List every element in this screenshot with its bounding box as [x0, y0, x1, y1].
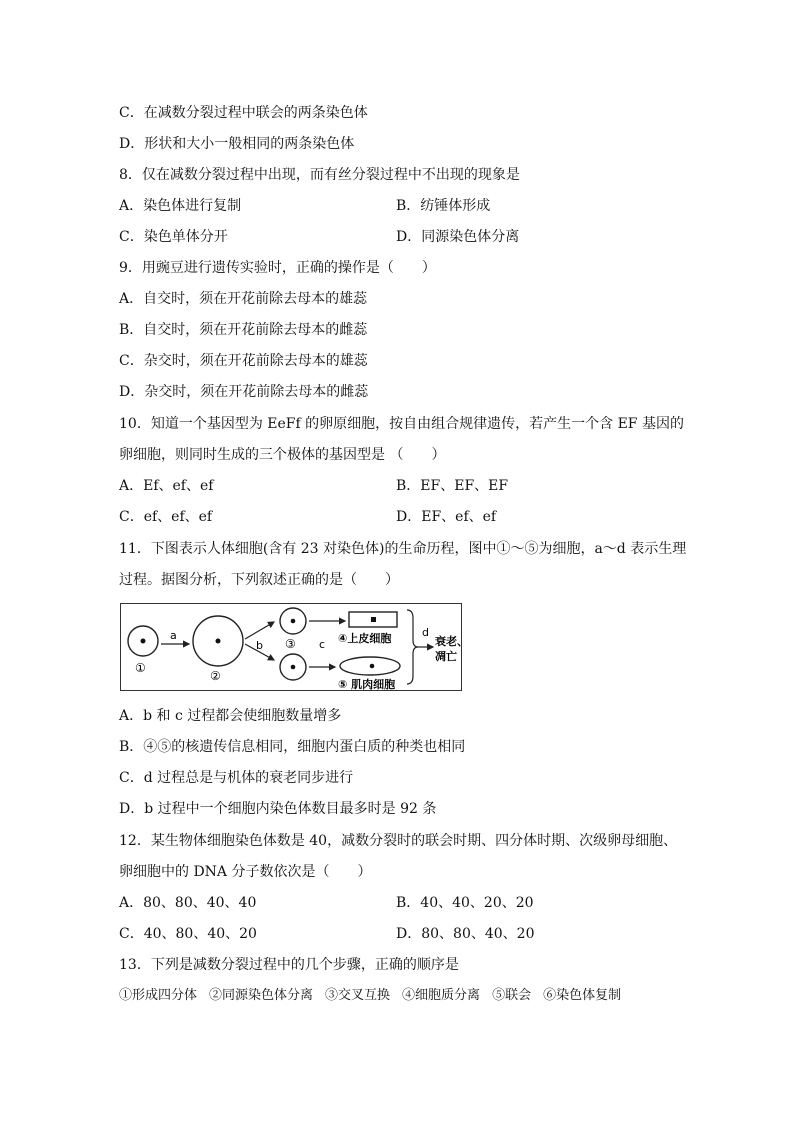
option-c-q7: C．在减数分裂过程中联会的两条染色体	[119, 105, 368, 121]
apoptosis-label: 凋亡	[435, 650, 457, 663]
step-3: ③交叉互换	[325, 988, 391, 1003]
question-8: 8．仅在减数分裂过程中出现，而有丝分裂过程中不出现的现象是	[119, 167, 520, 183]
cell-1-label: ①	[135, 661, 146, 675]
q10-option-b: B．EF、EF、EF	[396, 478, 509, 494]
q11-option-b: B．④⑤的核遗传信息相同，细胞内蛋白质的种类也相同	[119, 739, 466, 755]
question-10-line-1: 10．知道一个基因型为 EeFf 的卵原细胞，按自由组合规律遗传，若产生一个含 EF 基因的	[119, 416, 684, 432]
cell-4-label: ④上皮细胞	[338, 632, 392, 645]
question-9: 9．用豌豆进行遗传实验时，正确的操作是（ ）	[119, 260, 436, 276]
q12-option-d: D．80、80、40、20	[396, 926, 535, 942]
question-10-line-2: 卵细胞，则同时生成的三个极体的基因型是 （ ）	[119, 447, 446, 463]
q12-option-a: A．80、80、40、40	[119, 895, 257, 911]
q8-option-d: D．同源染色体分离	[396, 229, 520, 245]
question-11-line-2: 过程。据图分析，下列叙述正确的是（ ）	[119, 572, 399, 588]
q8-option-c: C．染色单体分开	[119, 229, 228, 245]
q10-option-c: C．ef、ef、ef	[119, 509, 213, 525]
q12-option-b: B．40、40、20、20	[396, 895, 534, 911]
q8-option-b: B．纺锤体形成	[396, 198, 491, 214]
q11-option-a: A．b 和 c 过程都会使细胞数量增多	[119, 708, 342, 724]
senescence-label: 衰老、	[435, 635, 468, 648]
cell-2-label: ②	[210, 669, 221, 683]
step-5: ⑤联会	[492, 988, 532, 1003]
q8-option-a: A．染色体进行复制	[119, 198, 242, 214]
q10-option-a: A．Ef、ef、ef	[119, 478, 214, 494]
q9-option-d: D．杂交时，须在开花前除去母本的雌蕊	[119, 384, 369, 400]
cell-5-label: ⑤ 肌肉细胞	[338, 678, 396, 691]
q9-option-c: C．杂交时，须在开花前除去母本的雄蕊	[119, 353, 368, 369]
q12-option-c: C．40、80、40、20	[119, 926, 257, 942]
question-12-line-1: 12．某生物体细胞染色体数是 40，减数分裂时的联会时期、四分体时期、次级卵母细胞、	[119, 833, 678, 849]
process-a-label: a	[170, 629, 177, 642]
process-b-label: b	[256, 639, 263, 652]
step-1: ①形成四分体	[119, 988, 198, 1003]
cell-3-label: ③	[285, 637, 296, 651]
step-4: ④细胞质分离	[402, 988, 481, 1003]
question-11-line-1: 11．下图表示人体细胞(含有 23 对染色体)的生命历程，图中①～⑤为细胞，a～d 表示生理	[119, 541, 687, 557]
question-13: 13．下列是减数分裂过程中的几个步骤，正确的顺序是	[119, 957, 459, 973]
step-6: ⑥染色体复制	[543, 988, 622, 1003]
step-2: ②同源染色体分离	[209, 988, 314, 1003]
q11-option-c: C．d 过程总是与机体的衰老同步进行	[119, 770, 354, 786]
q11-option-d: D．b 过程中一个细胞内染色体数目最多时是 92 条	[119, 801, 437, 817]
q10-option-d: D．EF、ef、ef	[396, 509, 497, 525]
q13-steps	[119, 986, 633, 1006]
q9-option-b: B．自交时，须在开花前除去母本的雌蕊	[119, 322, 368, 338]
process-d-label: d	[422, 626, 429, 639]
process-c-label: c	[319, 638, 326, 651]
cell-life-history-diagram	[120, 603, 468, 691]
question-12-line-2: 卵细胞中的 DNA 分子数依次是（ ）	[119, 864, 372, 880]
q9-option-a: A．自交时，须在开花前除去母本的雄蕊	[119, 291, 368, 307]
option-d-q7: D．形状和大小一般相同的两条染色体	[119, 136, 355, 152]
